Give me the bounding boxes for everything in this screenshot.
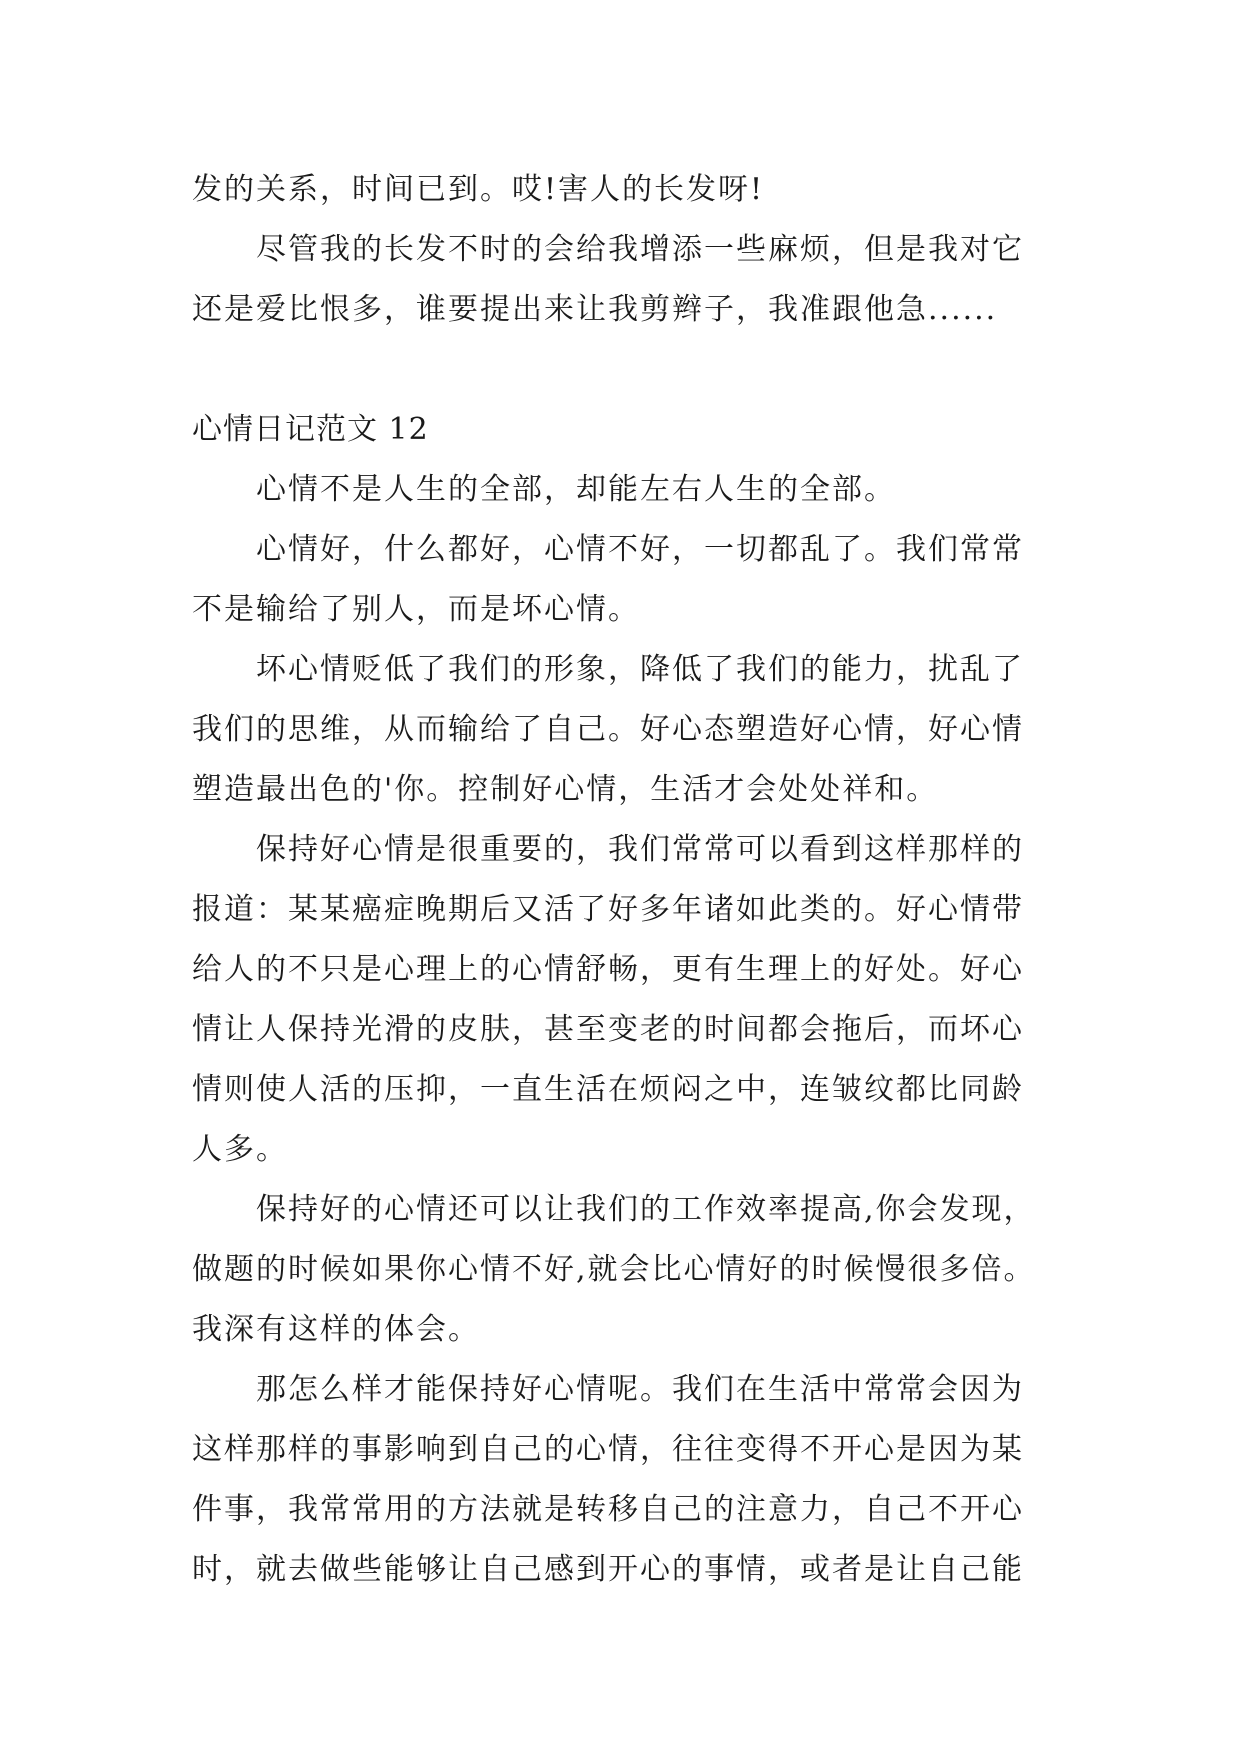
paragraph-line: 报道：某某癌症晚期后又活了好多年诸如此类的。好心情带 [192, 892, 1024, 927]
paragraph-line: 情让人保持光滑的皮肤，甚至变老的时间都会拖后，而坏心 [192, 1012, 1024, 1047]
section-title: 心情日记范文 12 [192, 412, 429, 447]
document-page [192, 160, 1062, 1600]
paragraph-line: 不是输给了别人，而是坏心情。 [192, 592, 640, 627]
paragraph-line: 坏心情贬低了我们的形象，降低了我们的能力，扰乱了 [256, 652, 1024, 687]
paragraph-line: 这样那样的事影响到自己的心情，往往变得不开心是因为某 [192, 1432, 1024, 1467]
paragraph-line: 给人的不只是心理上的心情舒畅，更有生理上的好处。好心 [192, 952, 1024, 987]
paragraph-line: 还是爱比恨多，谁要提出来让我剪辫子，我准跟他急...... [192, 292, 998, 327]
paragraph-line: 保持好的心情还可以让我们的工作效率提高,你会发现， [256, 1192, 1036, 1227]
paragraph-line: 发的关系，时间已到。哎!害人的长发呀! [192, 172, 765, 207]
paragraph-line: 塑造最出色的'你。控制好心情，生活才会处处祥和。 [192, 772, 939, 807]
paragraph-line: 那怎么样才能保持好心情呢。我们在生活中常常会因为 [256, 1372, 1024, 1407]
paragraph-line: 保持好心情是很重要的，我们常常可以看到这样那样的 [256, 832, 1024, 867]
paragraph-line: 我深有这样的体会。 [192, 1312, 480, 1347]
paragraph-line: 心情不是人生的全部，却能左右人生的全部。 [256, 472, 896, 507]
paragraph-line: 时，就去做些能够让自己感到开心的事情，或者是让自己能 [192, 1552, 1024, 1587]
paragraph-line: 人多。 [192, 1132, 288, 1167]
paragraph-line: 我们的思维，从而输给了自己。好心态塑造好心情，好心情 [192, 712, 1024, 747]
paragraph-line: 情则使人活的压抑，一直生活在烦闷之中，连皱纹都比同龄 [192, 1072, 1024, 1107]
blank-line [192, 340, 1062, 400]
paragraph-line: 心情好，什么都好，心情不好，一切都乱了。我们常常 [256, 532, 1024, 567]
paragraph-line: 尽管我的长发不时的会给我增添一些麻烦，但是我对它 [256, 232, 1024, 267]
paragraph-line: 件事，我常常用的方法就是转移自己的注意力，自己不开心 [192, 1492, 1024, 1527]
paragraph-line: 做题的时候如果你心情不好,就会比心情好的时候慢很多倍。 [192, 1252, 1036, 1287]
